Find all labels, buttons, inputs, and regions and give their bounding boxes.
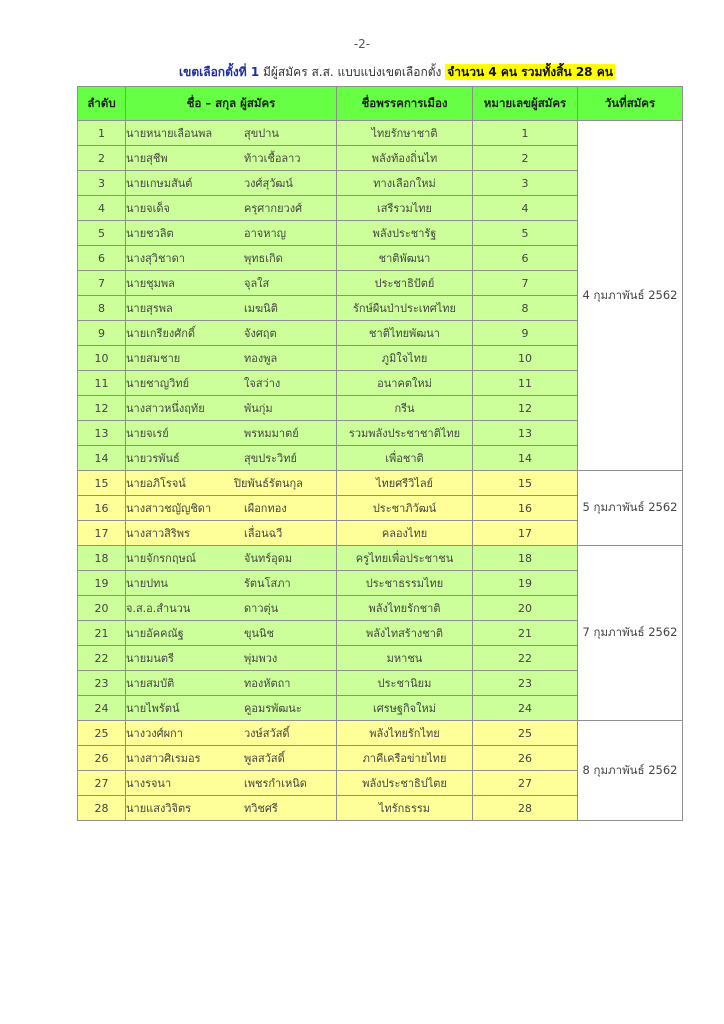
table-body <box>78 121 683 821</box>
cell-party: ภูมิใจไทย <box>337 346 473 371</box>
cell-name <box>126 196 337 221</box>
cell-candidate-number: 20 <box>473 596 578 621</box>
cell-party: กรีน <box>337 396 473 421</box>
candidate-first-name: นายสมชาย <box>126 352 181 365</box>
candidate-first-name: นายจเด็จ <box>126 202 170 215</box>
candidate-last-name: พุ่มพวง <box>244 652 278 665</box>
candidate-last-name: ทวิชศรี <box>244 802 278 815</box>
cell-candidate-number: 7 <box>473 271 578 296</box>
candidate-first-name: นายอัคคณัฐ <box>126 627 184 640</box>
cell-candidate-number: 28 <box>473 796 578 821</box>
cell-candidate-number: 14 <box>473 446 578 471</box>
candidate-first-name: จ.ส.อ.สำนวน <box>126 602 191 615</box>
cell-order: 8 <box>78 296 126 321</box>
cell-candidate-number: 17 <box>473 521 578 546</box>
candidate-last-name: ทองหัตถา <box>244 677 291 690</box>
cell-candidate-number: 2 <box>473 146 578 171</box>
cell-order: 9 <box>78 321 126 346</box>
candidate-last-name: สุขปาน <box>244 127 279 140</box>
cell-candidate-number: 11 <box>473 371 578 396</box>
cell-registration-date: 7 กุมภาพันธ์ 2562 <box>578 546 683 721</box>
cell-order: 4 <box>78 196 126 221</box>
cell-name <box>126 171 337 196</box>
cell-candidate-number: 24 <box>473 696 578 721</box>
cell-candidate-number: 27 <box>473 771 578 796</box>
candidate-last-name: เผือกทอง <box>244 502 287 515</box>
column-header-party: ชื่อพรรคการเมือง <box>337 87 473 121</box>
candidate-last-name: ปิยพันธ์รัตนกุล <box>234 477 303 490</box>
cell-candidate-number: 12 <box>473 396 578 421</box>
cell-name <box>126 346 337 371</box>
cell-candidate-number: 4 <box>473 196 578 221</box>
cell-party: อนาคตใหม่ <box>337 371 473 396</box>
cell-name <box>126 696 337 721</box>
candidate-last-name: รัตนโสภา <box>244 577 291 590</box>
candidate-last-name: สุขประวิทย์ <box>244 452 297 465</box>
candidate-first-name: นายชวลิต <box>126 227 174 240</box>
cell-name <box>126 296 337 321</box>
heading-district: เขตเลือกตั้งที่ 1 <box>179 65 260 79</box>
cell-registration-date: 5 กุมภาพันธ์ 2562 <box>578 471 683 546</box>
cell-name <box>126 221 337 246</box>
candidate-last-name: ใจสว่าง <box>244 377 281 390</box>
candidate-last-name: เลื่อนฉวี <box>244 527 283 540</box>
page-number: -2- <box>353 37 371 51</box>
cell-name <box>126 671 337 696</box>
candidates-table <box>77 86 683 821</box>
table-row <box>78 471 683 496</box>
cell-candidate-number: 8 <box>473 296 578 321</box>
cell-order: 10 <box>78 346 126 371</box>
cell-candidate-number: 22 <box>473 646 578 671</box>
cell-order: 22 <box>78 646 126 671</box>
candidate-first-name: นายปทน <box>126 577 168 590</box>
cell-name <box>126 321 337 346</box>
cell-party: เศรษฐกิจใหม่ <box>337 696 473 721</box>
cell-candidate-number: 18 <box>473 546 578 571</box>
candidate-first-name: นายไพรัตน์ <box>126 702 180 715</box>
cell-name <box>126 421 337 446</box>
cell-candidate-number: 23 <box>473 671 578 696</box>
candidate-last-name: ทองพูล <box>244 352 278 365</box>
cell-order: 16 <box>78 496 126 521</box>
cell-registration-date: 8 กุมภาพันธ์ 2562 <box>578 721 683 821</box>
candidate-first-name: นายแสงวิจิตร <box>126 802 191 815</box>
candidate-last-name: ครุศากยวงศ์ <box>244 202 303 215</box>
cell-name <box>126 571 337 596</box>
document-heading <box>0 62 724 82</box>
cell-candidate-number: 9 <box>473 321 578 346</box>
cell-name <box>126 771 337 796</box>
cell-party: เพื่อชาติ <box>337 446 473 471</box>
cell-party: ชาติพัฒนา <box>337 246 473 271</box>
column-header-date: วันที่สมัคร <box>578 87 683 121</box>
candidate-first-name: นายมนตรี <box>126 652 174 665</box>
cell-order: 17 <box>78 521 126 546</box>
table-row <box>78 546 683 571</box>
cell-party: ภาคีเครือข่ายไทย <box>337 746 473 771</box>
cell-party: เสรีรวมไทย <box>337 196 473 221</box>
candidate-first-name: นายชาญวิทย์ <box>126 377 190 390</box>
cell-candidate-number: 3 <box>473 171 578 196</box>
cell-name <box>126 621 337 646</box>
cell-candidate-number: 1 <box>473 121 578 146</box>
column-header-order: ลำดับ <box>78 87 126 121</box>
candidate-first-name: นายจักรกฤษณ์ <box>126 552 196 565</box>
heading-description: มีผู้สมัคร ส.ส. แบบแบ่งเขตเลือกตั้ง <box>259 65 442 79</box>
candidate-last-name: ขุนนิช <box>244 627 275 640</box>
candidate-first-name: นายอภิโรจน์ <box>126 477 186 490</box>
cell-party: รวมพลังประชาชาติไทย <box>337 421 473 446</box>
candidate-last-name: อาจหาญ <box>244 227 287 240</box>
candidate-first-name: นางสาวสิริพร <box>126 527 190 540</box>
cell-candidate-number: 16 <box>473 496 578 521</box>
cell-name <box>126 471 337 496</box>
cell-candidate-number: 21 <box>473 621 578 646</box>
cell-order: 18 <box>78 546 126 571</box>
table-row <box>78 721 683 746</box>
cell-name <box>126 796 337 821</box>
cell-name <box>126 746 337 771</box>
candidate-first-name: นางรจนา <box>126 777 172 790</box>
candidate-first-name: นายสุรพล <box>126 302 173 315</box>
candidate-last-name: พูลสวัสดิ์ <box>244 752 285 765</box>
cell-name <box>126 596 337 621</box>
cell-order: 27 <box>78 771 126 796</box>
cell-name <box>126 446 337 471</box>
cell-registration-date: 4 กุมภาพันธ์ 2562 <box>578 121 683 471</box>
cell-party: ไทรักธรรม <box>337 796 473 821</box>
candidate-first-name: นายชุมพล <box>126 277 175 290</box>
candidate-last-name: เมฆนิติ <box>244 302 278 315</box>
candidate-last-name: ท้าวเชื้อลาว <box>244 152 301 165</box>
cell-candidate-number: 19 <box>473 571 578 596</box>
cell-name <box>126 246 337 271</box>
cell-order: 11 <box>78 371 126 396</box>
cell-party: มหาชน <box>337 646 473 671</box>
cell-party: ไทยศรีวิไลย์ <box>337 471 473 496</box>
heading-total-highlight: จำนวน 4 คน รวมทั้งสิ้น 28 คน <box>447 65 613 79</box>
cell-party: ครูไทยเพื่อประชาชน <box>337 546 473 571</box>
candidate-last-name: ดาวตุ่น <box>244 602 279 615</box>
candidate-first-name: นางสาวชญัญชิดา <box>126 502 212 515</box>
cell-name <box>126 546 337 571</box>
cell-party: พลังไทยรักชาติ <box>337 596 473 621</box>
candidate-first-name: นางสาวศิเรมอร <box>126 752 201 765</box>
cell-name <box>126 146 337 171</box>
cell-party: ประชาธรรมไทย <box>337 571 473 596</box>
candidate-first-name: นายสุชีพ <box>126 152 168 165</box>
cell-order: 5 <box>78 221 126 246</box>
cell-order: 12 <box>78 396 126 421</box>
candidate-first-name: นางสุวิชาดา <box>126 252 185 265</box>
cell-order: 19 <box>78 571 126 596</box>
cell-order: 6 <box>78 246 126 271</box>
cell-candidate-number: 26 <box>473 746 578 771</box>
candidate-first-name: นางสาวหนึ่งฤทัย <box>126 402 205 415</box>
cell-name <box>126 521 337 546</box>
cell-party: ไทยรักษาชาติ <box>337 121 473 146</box>
cell-name <box>126 396 337 421</box>
cell-party: ประชาภิวัฒน์ <box>337 496 473 521</box>
cell-party: พลังประชารัฐ <box>337 221 473 246</box>
cell-order: 14 <box>78 446 126 471</box>
cell-name <box>126 646 337 671</box>
cell-order: 7 <box>78 271 126 296</box>
candidate-last-name: จันทร์อุดม <box>244 552 293 565</box>
cell-candidate-number: 5 <box>473 221 578 246</box>
candidate-last-name: คูอมรพัฒนะ <box>244 702 302 715</box>
cell-name <box>126 371 337 396</box>
candidate-last-name: พุทธเกิด <box>244 252 283 265</box>
cell-party: ชาติไทยพัฒนา <box>337 321 473 346</box>
candidate-first-name: นายวรพันธ์ <box>126 452 180 465</box>
candidate-first-name: นายจเรย์ <box>126 427 169 440</box>
cell-order: 25 <box>78 721 126 746</box>
candidate-first-name: นายเกรียงศักดิ์ <box>126 327 196 340</box>
cell-candidate-number: 10 <box>473 346 578 371</box>
cell-name <box>126 721 337 746</box>
candidate-first-name: นายสมบัติ <box>126 677 175 690</box>
table-header-row <box>78 87 683 121</box>
cell-name <box>126 121 337 146</box>
cell-order: 13 <box>78 421 126 446</box>
cell-order: 3 <box>78 171 126 196</box>
cell-candidate-number: 6 <box>473 246 578 271</box>
candidate-last-name: วงษ์สวัสดิ์ <box>244 727 290 740</box>
cell-candidate-number: 25 <box>473 721 578 746</box>
cell-name <box>126 271 337 296</box>
cell-order: 24 <box>78 696 126 721</box>
cell-party: พลังไทยรักไทย <box>337 721 473 746</box>
candidate-first-name: นายหนายเลือนพล <box>126 127 213 140</box>
candidate-last-name: วงศ์สุวัฒน์ <box>244 177 293 190</box>
cell-order: 2 <box>78 146 126 171</box>
cell-order: 1 <box>78 121 126 146</box>
cell-order: 15 <box>78 471 126 496</box>
candidate-last-name: พรหมมาตย์ <box>244 427 299 440</box>
cell-candidate-number: 13 <box>473 421 578 446</box>
cell-order: 26 <box>78 746 126 771</box>
cell-party: คลองไทย <box>337 521 473 546</box>
cell-party: พลังประชาธิปไตย <box>337 771 473 796</box>
candidate-last-name: จุลใส <box>244 277 270 290</box>
candidate-first-name: นางวงศ์ผกา <box>126 727 183 740</box>
candidate-last-name: เพชรกำเหนิด <box>244 777 307 790</box>
cell-party: ทางเลือกใหม่ <box>337 171 473 196</box>
candidate-first-name: นายเกษมสันต์ <box>126 177 193 190</box>
candidate-last-name: จังศฤต <box>244 327 277 340</box>
table-row <box>78 121 683 146</box>
column-header-number: หมายเลขผู้สมัคร <box>473 87 578 121</box>
column-header-name: ชื่อ – สกุล ผู้สมัคร <box>126 87 337 121</box>
candidate-last-name: พันกุ่ม <box>244 402 273 415</box>
cell-candidate-number: 15 <box>473 471 578 496</box>
cell-order: 20 <box>78 596 126 621</box>
cell-order: 23 <box>78 671 126 696</box>
cell-name <box>126 496 337 521</box>
cell-party: พลังท้องถิ่นไท <box>337 146 473 171</box>
cell-order: 21 <box>78 621 126 646</box>
cell-party: รักษ์ผืนป่าประเทศไทย <box>337 296 473 321</box>
cell-party: ประชาธิปัตย์ <box>337 271 473 296</box>
cell-party: ประชานิยม <box>337 671 473 696</box>
cell-order: 28 <box>78 796 126 821</box>
cell-party: พลังไทสร้างชาติ <box>337 621 473 646</box>
